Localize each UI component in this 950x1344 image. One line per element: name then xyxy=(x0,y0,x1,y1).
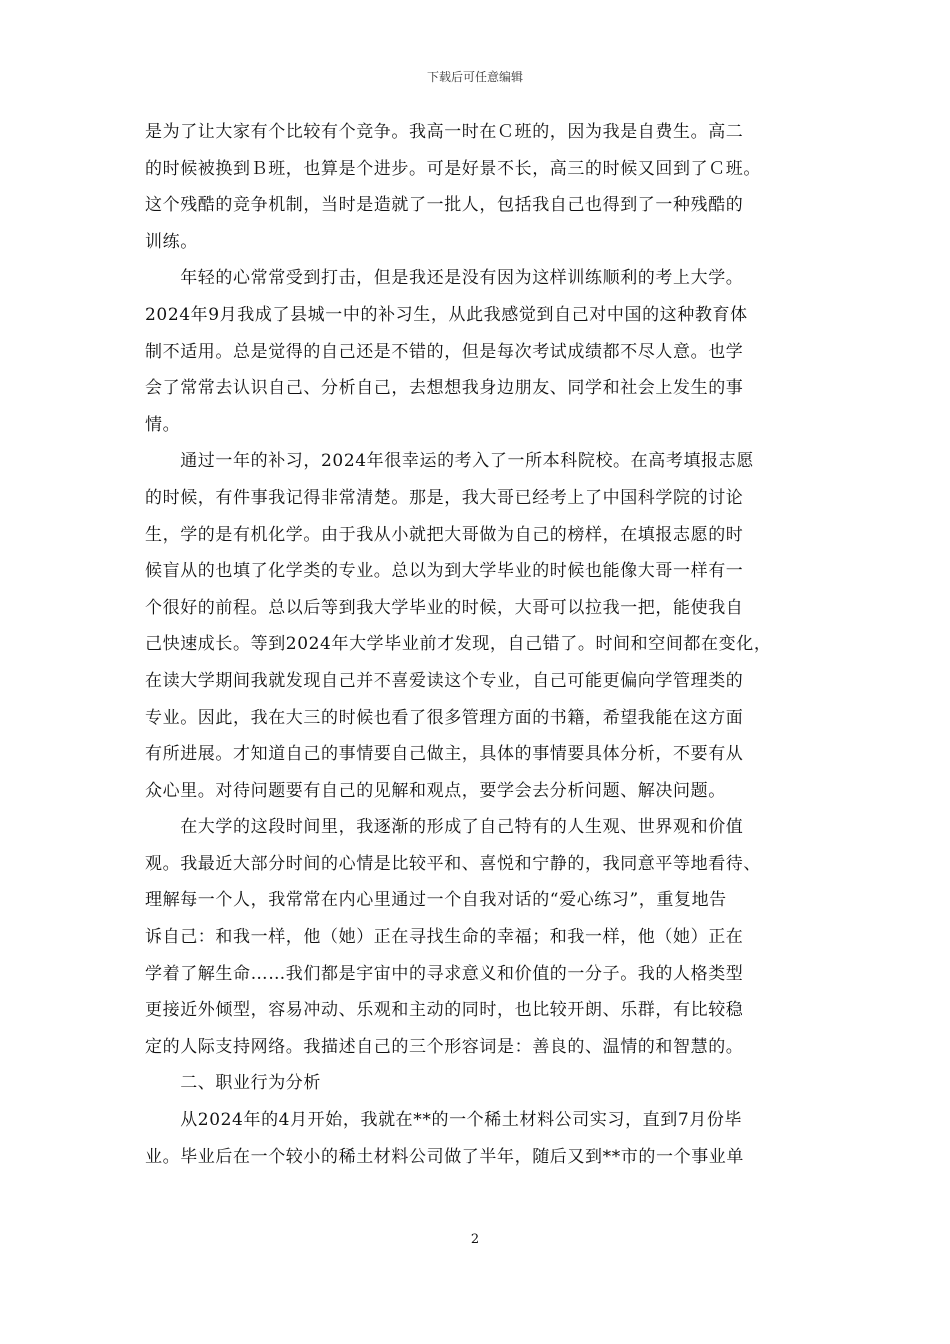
text-line: 更接近外倾型，容易冲动、乐观和主动的同时，也比较开朗、乐群，有比较稳 xyxy=(145,1000,744,1021)
text-line: 年轻的心常常受到打击，但是我还是没有因为这样训练顺利的考上大学。 xyxy=(145,268,744,289)
text-line: 学着了解生命……我们都是宇宙中的寻求意义和价值的一分子。我的人格类型 xyxy=(145,963,744,984)
text-line: 观。我最近大部分时间的心情是比较平和、喜悦和宁静的，我同意平等地看待、 xyxy=(145,853,761,874)
text-line: 的时候，有件事我记得非常清楚。那是，我大哥已经考上了中国科学院的讨论 xyxy=(145,487,744,508)
page-number: 2 xyxy=(470,1232,480,1247)
text-line: 会了常常去认识自己、分析自己，去想想我身边朋友、同学和社会上发生的事 xyxy=(145,378,744,399)
text-line: 众心里。对待问题要有自己的见解和观点，要学会去分析问题、解决问题。 xyxy=(145,780,726,801)
text-line: 业。毕业后在一个较小的稀土材料公司做了半年，随后又到**市的一个事业单 xyxy=(145,1146,744,1167)
body-text xyxy=(145,114,805,1175)
text-line: 生，学的是有机化学。由于我从小就把大哥做为自己的榜样，在填报志愿的时 xyxy=(145,524,744,545)
text-line: 2024年9月我成了县城一中的补习生，从此我感觉到自己对中国的这种教育体 xyxy=(145,304,748,325)
page-header: 下载后可任意编辑 xyxy=(426,70,523,84)
text-line: 制不适用。总是觉得的自己还是不错的，但是每次考试成绩都不尽人意。也学 xyxy=(145,341,744,362)
text-line: 是为了让大家有个比较有个竞争。我高一时在Ｃ班的，因为我是自费生。高二 xyxy=(145,122,744,142)
text-line: 的时候被换到Ｂ班，也算是个进步。可是好景不长，高三的时候又回到了Ｃ班。 xyxy=(145,158,761,179)
text-line: 在大学的这段时间里，我逐渐的形成了自己特有的人生观、世界观和价值 xyxy=(145,817,744,838)
text-line: 定的人际支持网络。我描述自己的三个形容词是：善良的、温情的和智慧的。 xyxy=(145,1036,744,1057)
text-line: 情。 xyxy=(145,414,181,435)
text-line: 诉自己：和我一样，他（她）正在寻找生命的幸福；和我一样，他（她）正在 xyxy=(145,927,744,948)
text-line: 个很好的前程。总以后等到我大学毕业的时候，大哥可以拉我一把，能使我自 xyxy=(145,597,744,618)
text-line: 候盲从的也填了化学类的专业。总以为到大学毕业的时候也能像大哥一样有一 xyxy=(145,561,744,582)
text-line: 理解每一个人，我常常在内心里通过一个自我对话的“爱心练习”，重复地告 xyxy=(145,890,727,911)
text-line: 有所进展。才知道自己的事情要自己做主，具体的事情要具体分析，不要有从 xyxy=(145,744,744,765)
text-line: 己快速成长。等到2024年大学毕业前才发现，自己错了。时间和空间都在变化， xyxy=(145,634,772,655)
text-line: 二、职业行为分析 xyxy=(145,1073,321,1094)
text-line: 这个残酷的竞争机制，当时是造就了一批人，包括我自己也得到了一种残酷的 xyxy=(145,195,744,216)
text-line: 训练。 xyxy=(145,231,198,252)
text-line: 从2024年的4月开始，我就在**的一个稀土材料公司实习，直到7月份毕 xyxy=(145,1110,743,1131)
text-line: 通过一年的补习，2024年很幸运的考入了一所本科院校。在高考填报志愿 xyxy=(145,451,754,472)
text-line: 专业。因此，我在大三的时候也看了很多管理方面的书籍，希望我能在这方面 xyxy=(145,707,744,728)
text-line: 在读大学期间我就发现自己并不喜爱读这个专业，自己可能更偏向学管理类的 xyxy=(145,670,744,691)
